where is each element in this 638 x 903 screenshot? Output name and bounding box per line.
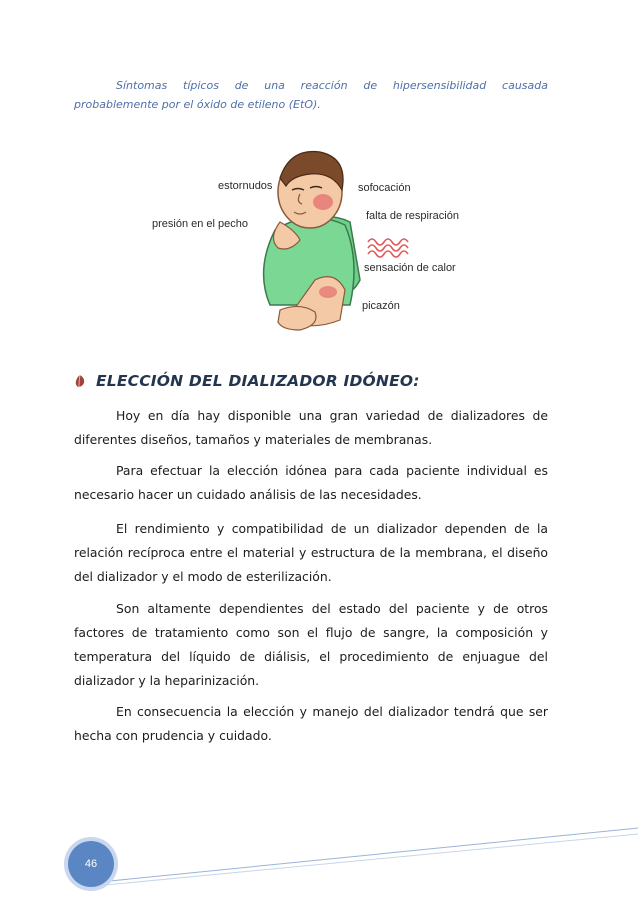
label-falta-respiracion: falta de respiración	[366, 210, 459, 222]
paragraph-1	[74, 404, 548, 452]
label-sensacion-calor: sensación de calor	[364, 262, 456, 274]
paragraph-3-text: El rendimiento y compatibilidad de un dializador dependen de la relación recíproca entre el material y estructura de la membrana, el diseño del dializador y el modo de esterilización.	[74, 521, 548, 584]
figure-caption-text: Síntomas típicos de una reacción de hipersensibilidad causada probablemente por el óxido de etileno (EtO).	[74, 79, 548, 111]
paragraph-3	[74, 517, 548, 589]
label-presion-pecho: presión en el pecho	[152, 218, 249, 230]
figure-caption	[74, 76, 548, 114]
page-number: 46	[84, 858, 98, 870]
paragraph-2	[74, 459, 548, 507]
symptoms-illustration	[150, 130, 480, 340]
paragraph-5-text: En consecuencia la elección y manejo del dializador tendrá que ser hecha con prudencia y cuidado.	[74, 704, 548, 743]
label-picazon: picazón	[362, 300, 400, 312]
label-sofocacion: sofocación	[358, 182, 411, 194]
bullet-icon	[74, 374, 86, 388]
section-heading-text: ELECCIÓN DEL DIALIZADOR IDÓNEO:	[96, 372, 420, 390]
paragraph-4-text: Son altamente dependientes del estado del paciente y de otros factores de tratamiento como son el flujo de sangre, la composición y temperatura del líquido de diálisis, el procedimiento de enjuague del dializador y la heparinización.	[74, 601, 548, 688]
paragraph-1-text: Hoy en día hay disponible una gran variedad de dializadores de diferentes diseños, tamaños y materiales de membranas.	[74, 408, 548, 447]
paragraph-5	[74, 700, 548, 748]
section-heading	[74, 372, 420, 390]
paragraph-4	[74, 597, 548, 693]
man-sneezing-illustration	[150, 130, 480, 340]
label-estornudos: estornudos	[218, 180, 273, 192]
paragraph-2-text: Para efectuar la elección idónea para cada paciente individual es necesario hacer un cuidado análisis de las necesidades.	[74, 463, 548, 502]
